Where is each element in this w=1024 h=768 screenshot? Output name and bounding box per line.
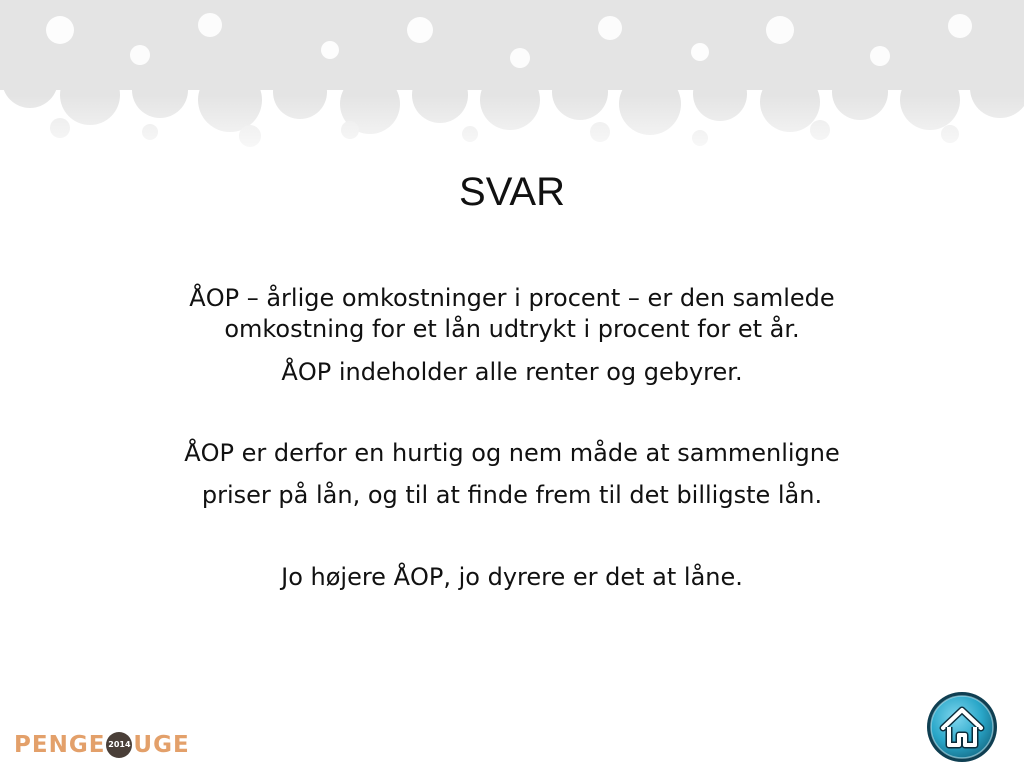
paragraph-aop-conclusion: Jo højere ÅOP, jo dyrere er det at låne.	[281, 563, 743, 591]
home-button[interactable]	[925, 690, 999, 764]
paragraph-aop-compare-line1: ÅOP er derfor en hurtig og nem måde at sammenligne	[184, 439, 840, 467]
home-icon	[925, 690, 999, 764]
logo-text-right: UGE	[133, 732, 190, 758]
paragraph-aop-compare-line2: priser på lån, og til at finde frem til det billigste lån.	[201, 481, 823, 509]
slide-title: SVAR	[459, 170, 565, 214]
paragraph-aop-definition-line2: omkostning for et lån udtrykt i procent for et år.	[224, 315, 800, 343]
logo-year-badge: 2014	[106, 732, 132, 758]
cloud-header-decoration	[0, 0, 1024, 170]
paragraph-aop-contents: ÅOP indeholder alle renter og gebyrer.	[281, 358, 743, 386]
pengeuge-logo	[14, 730, 190, 760]
paragraph-aop-definition-line1: ÅOP – årlige omkostninger i procent – er den samlede	[189, 284, 835, 312]
logo-text-left: PENGE	[14, 732, 106, 758]
